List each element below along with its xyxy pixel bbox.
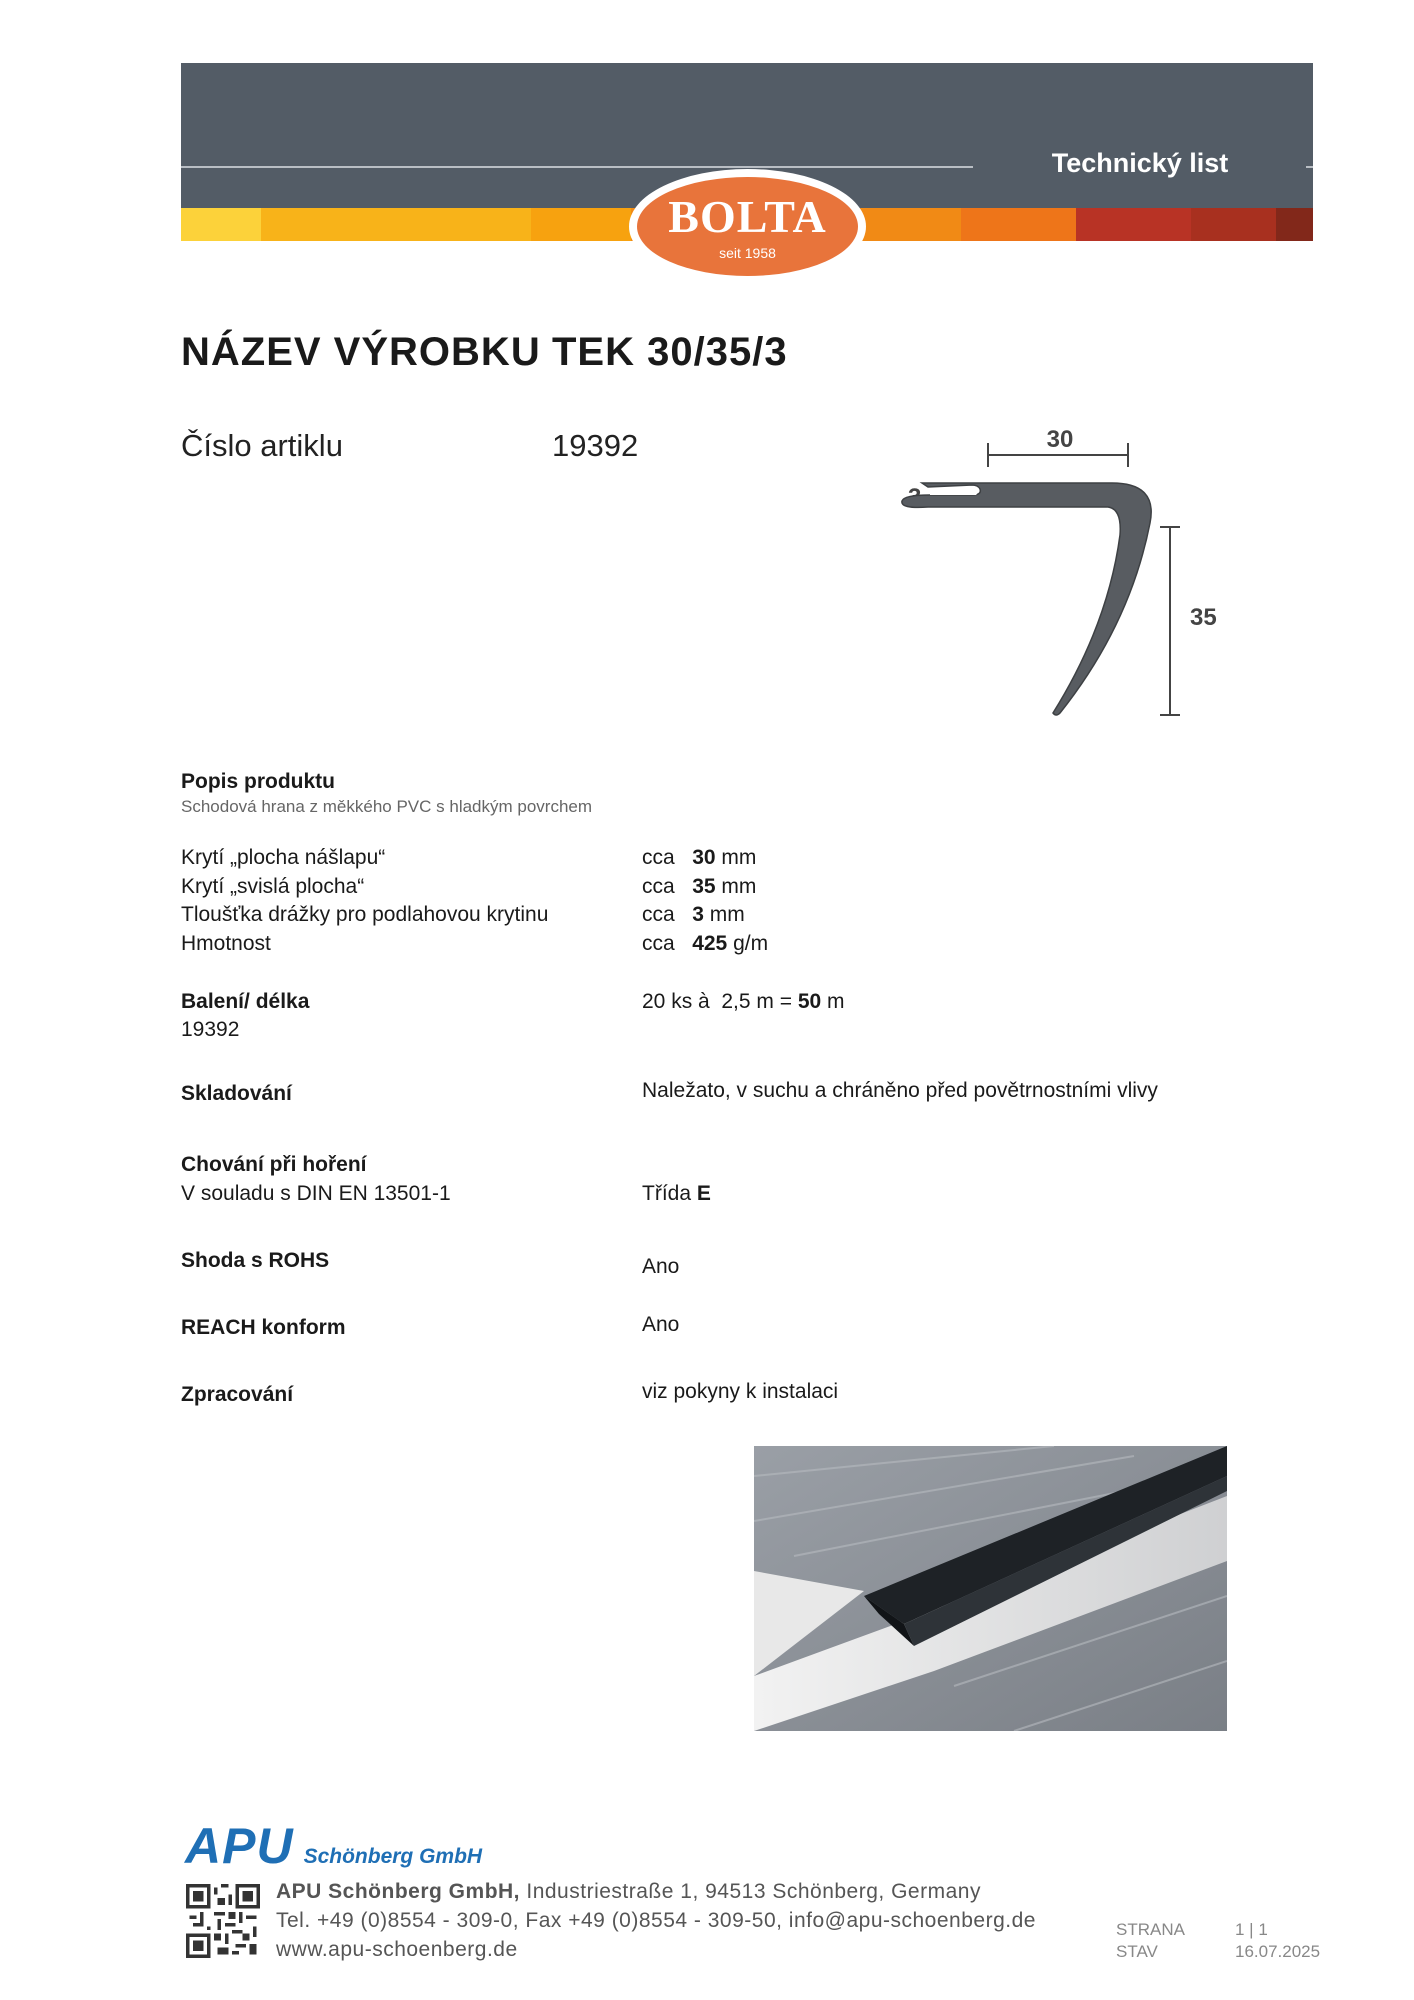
description-heading: Popis produktu: [181, 770, 335, 793]
spec-value: [642, 903, 745, 927]
dimension-right-label: 35: [1190, 604, 1217, 631]
packaging-value: [642, 990, 845, 1014]
spec-prefix: cca: [642, 875, 675, 898]
spec-prefix: cca: [642, 903, 675, 926]
spec-unit: mm: [721, 875, 757, 898]
processing-heading: Zpracování: [181, 1383, 294, 1406]
article-number-label: Číslo artiklu: [181, 428, 343, 463]
spec-value: [642, 846, 756, 870]
status-label: STAV: [1116, 1942, 1158, 1961]
spec-number: 35: [692, 875, 716, 898]
spec-number: 30: [692, 846, 716, 869]
spec-value: [642, 932, 768, 956]
strip-segment: [1076, 208, 1191, 241]
qr-code-icon: [186, 1884, 260, 1958]
page-label: STRANA: [1116, 1920, 1185, 1939]
header-divider-end: [1306, 166, 1313, 168]
company-name: APU Schönberg GmbH,: [276, 1880, 521, 1903]
strip-segment: [1276, 208, 1313, 241]
packaging-heading: Balení/ délka: [181, 990, 310, 1013]
status-date: 16.07.2025: [1235, 1942, 1321, 1961]
bolta-logo-text: BOLTA: [668, 191, 827, 242]
spec-prefix: cca: [642, 846, 675, 869]
strip-segment: [1191, 208, 1276, 241]
spec-number: 3: [692, 903, 704, 926]
company-street: Industriestraße 1, 94513 Schönberg, Germany: [520, 1880, 981, 1903]
spec-prefix: cca: [642, 932, 675, 955]
rohs-value: Ano: [642, 1255, 680, 1278]
spec-label: Tloušťka drážky pro podlahovou krytinu: [181, 903, 549, 926]
product-installation-photo: [754, 1446, 1227, 1731]
fire-class-letter: E: [696, 1182, 711, 1205]
packaging-value-prefix: 20 ks à 2,5 m =: [642, 990, 798, 1013]
profile-shape: [902, 483, 1151, 715]
apu-logo: [185, 1817, 482, 1875]
apu-logo-sub: Schönberg GmbH: [303, 1845, 483, 1868]
document-type-label: Technický list: [1051, 148, 1229, 178]
spec-value: [642, 875, 756, 899]
fire-behavior-heading: Chování při hoření: [181, 1153, 367, 1176]
profile-cross-section-drawing: [860, 425, 1220, 725]
spec-number: 425: [692, 932, 728, 955]
page-number: 1 | 1: [1235, 1920, 1268, 1939]
header-divider: [181, 166, 973, 168]
reach-heading: REACH konform: [181, 1316, 346, 1339]
spec-unit: mm: [721, 846, 757, 869]
spec-unit: g/m: [733, 932, 769, 955]
product-name-label: NÁZEV VÝROBKU: [181, 330, 541, 374]
company-contact[interactable]: Tel. +49 (0)8554 - 309-0, Fax +49 (0)8554 - 309-50, info@apu-schoenberg.de: [276, 1909, 1036, 1932]
dimension-top-label: 30: [1046, 426, 1074, 453]
apu-logo-main: APU: [185, 1818, 294, 1874]
article-number-value: 19392: [552, 428, 639, 463]
packaging-value-total: 50: [797, 990, 822, 1013]
fire-class-prefix: Třída: [642, 1182, 697, 1205]
spec-label: Hmotnost: [181, 932, 271, 955]
strip-segment: [531, 208, 631, 241]
spec-label: Krytí „plocha nášlapu“: [181, 846, 386, 869]
storage-value: Naležato, v suchu a chráněno před povětrnostními vlivy: [642, 1079, 1158, 1102]
bolta-logo-tagline: seit 1958: [719, 245, 776, 261]
strip-segment: [961, 208, 1076, 241]
description-text: Schodová hrana z měkkého PVC s hladkým povrchem: [181, 797, 593, 816]
strip-segment: [181, 208, 261, 241]
rohs-heading: Shoda s ROHS: [181, 1249, 330, 1272]
processing-value: viz pokyny k instalaci: [642, 1380, 839, 1403]
fire-class-value: [642, 1182, 711, 1206]
reach-value: Ano: [642, 1313, 680, 1336]
storage-heading: Skladování: [181, 1082, 292, 1105]
company-website-link[interactable]: www.apu-schoenberg.de: [276, 1938, 518, 1961]
packaging-value-unit: m: [821, 990, 845, 1013]
packaging-article: 19392: [181, 1018, 240, 1041]
fire-behavior-standard: V souladu s DIN EN 13501-1: [181, 1182, 451, 1205]
spec-label: Krytí „svislá plocha“: [181, 875, 365, 898]
company-address: [276, 1880, 981, 1904]
product-name-value: TEK 30/35/3: [552, 330, 788, 374]
strip-segment: [261, 208, 531, 241]
spec-unit: mm: [709, 903, 745, 926]
